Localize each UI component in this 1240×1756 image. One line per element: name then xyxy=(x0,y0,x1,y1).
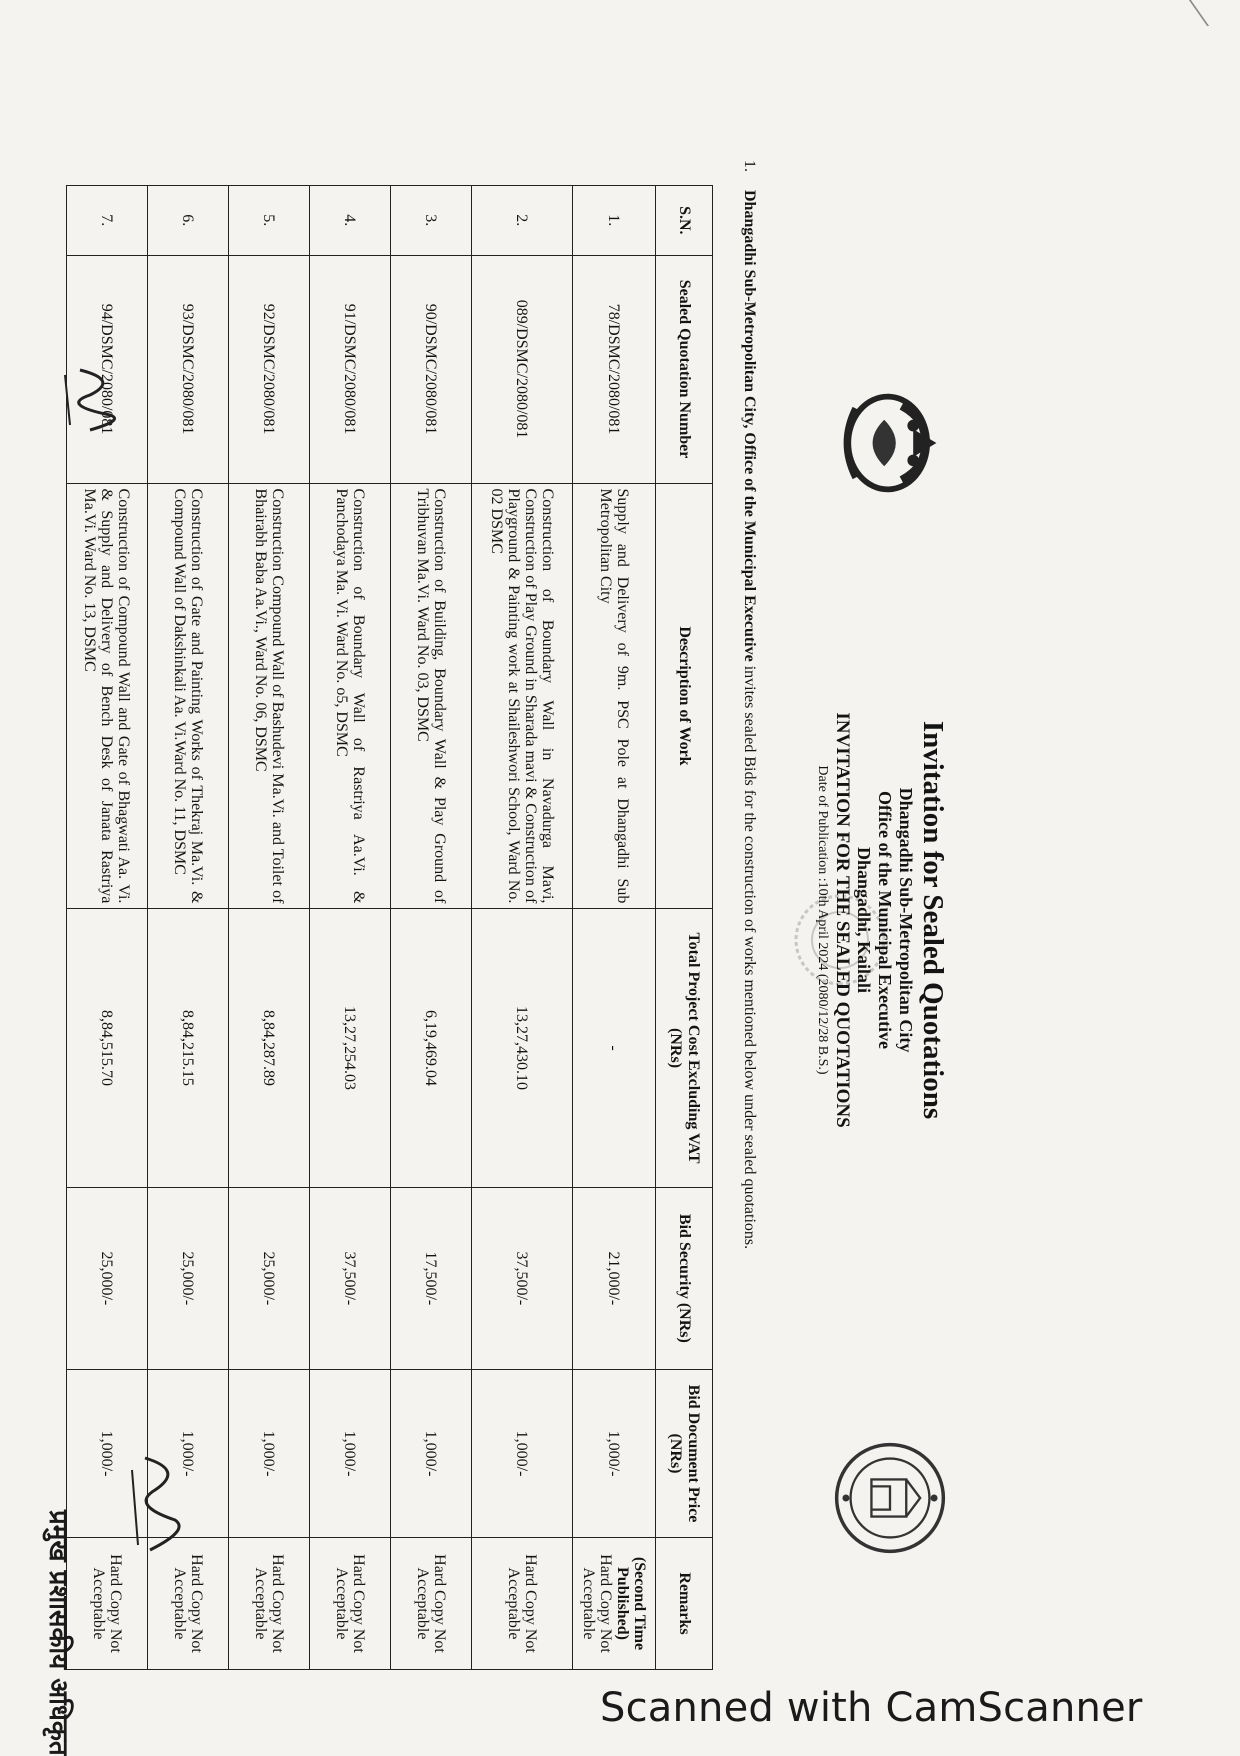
cell-project-cost: 8,84,515.70 xyxy=(67,909,148,1187)
cell-sn: 5. xyxy=(229,186,310,256)
cell-document-price: 1,000/- xyxy=(573,1370,656,1538)
cell-remarks: Hard Copy Not Acceptable xyxy=(310,1538,391,1670)
header-line-location: Dhangadhi, Kailali xyxy=(854,846,874,994)
table-row xyxy=(573,186,656,1670)
cell-bid-security: 17,500/- xyxy=(391,1187,472,1369)
header-description: Description of Work xyxy=(656,483,713,909)
cell-quotation-number: 91/DSMC/2080/081 xyxy=(310,255,391,483)
cell-project-cost: 8,84,287.89 xyxy=(229,909,310,1187)
header-sn: S.N. xyxy=(656,186,713,256)
handwritten-signature-left xyxy=(50,360,130,440)
cell-remarks: Hard Copy Not Acceptable xyxy=(229,1538,310,1670)
table-row xyxy=(472,186,573,1670)
handwritten-signature-right xyxy=(120,1450,190,1560)
table-row xyxy=(148,186,229,1670)
cell-description: Construction of Gate and Painting Works of Thekraj Ma.Vi. & Compound Wall of Dakshinkali Aa. Vi.Ward No. 11, DSMC xyxy=(148,483,229,909)
cell-remarks: Hard Copy Not Acceptable xyxy=(472,1538,573,1670)
cell-description: Construction Compound Wall of Bashudevi Ma.Vi. and Toilet of Bhairabh Baba Aa.Vi., Ward No. 06, DSMC xyxy=(229,483,310,909)
header-quotation-number: Sealed Quotation Number xyxy=(656,255,713,483)
header-line-municipality: Dhangadhi Sub-Metropolitan City xyxy=(896,787,916,1053)
cell-sn: 7. xyxy=(67,186,148,256)
cell-quotation-number: 92/DSMC/2080/081 xyxy=(229,255,310,483)
cell-quotation-number: 78/DSMC/2080/081 xyxy=(573,255,656,483)
signatory-title: प्रमुख प्रशासकीय अधिकृत xyxy=(43,1510,73,1756)
cell-remarks: Hard Copy Not Acceptable xyxy=(148,1538,229,1670)
cell-document-price: 1,000/- xyxy=(148,1370,229,1538)
cell-description: Construction of Compound Wall and Gate of Bhagwati Aa. Vi. & Supply and Delivery of Bench Desk of Janata Rastriya Ma.Vi. Ward No. 13, DSMC xyxy=(67,483,148,909)
cell-project-cost: 8,84,215.15 xyxy=(148,909,229,1187)
cell-document-price: 1,000/- xyxy=(472,1370,573,1538)
camscanner-watermark: Scanned with CamScanner xyxy=(600,1685,1143,1731)
cell-sn: 1. xyxy=(573,186,656,256)
cell-quotation-number: 089/DSMC/2080/081 xyxy=(472,255,573,483)
header-document-price: Bid Document Price (NRs) xyxy=(656,1370,713,1538)
cell-bid-security: 25,000/- xyxy=(67,1187,148,1369)
intro-bold-text: Dhangadhi Sub-Metropolitan City, Office of the Municipal Executive xyxy=(741,190,758,662)
intro-text: invites sealed Bids for the construction of works mentioned below under sealed quotations. xyxy=(741,661,758,1250)
table-row xyxy=(310,186,391,1670)
cell-project-cost: 13,27,254.03 xyxy=(310,909,391,1187)
cell-document-price: 1,000/- xyxy=(391,1370,472,1538)
cell-bid-security: 25,000/- xyxy=(148,1187,229,1369)
cell-project-cost: 13,27,430.10 xyxy=(472,909,573,1187)
cell-document-price: 1,000/- xyxy=(310,1370,391,1538)
cell-remarks xyxy=(573,1538,656,1670)
intro-paragraph xyxy=(740,160,758,1670)
header-line-office: Office of the Municipal Executive xyxy=(875,791,895,1049)
cell-remarks: Hard Copy Not Acceptable xyxy=(391,1538,472,1670)
scan-edge-mark xyxy=(1129,0,1209,26)
table-row xyxy=(229,186,310,1670)
cell-bid-security: 21,000/- xyxy=(573,1187,656,1369)
cell-sn: 2. xyxy=(472,186,573,256)
cell-quotation-number: 93/DSMC/2080/081 xyxy=(148,255,229,483)
cell-description: Construction of Boundary Wall of Rastriya Aa.Vi. & Panchodaya Ma. Vi. Ward No. o5, DSMC xyxy=(310,483,391,909)
intro-number: 1. xyxy=(741,160,758,172)
document-header xyxy=(814,150,950,1690)
cell-description: Supply and Delivery of 9m. PSC Pole at Dhangadhi Sub Metropolitan City xyxy=(573,483,656,909)
cell-description: Construction of Building, Boundary Wall & Play Ground of Tribhuvan Ma.Vi. Ward No. 03, DSMC xyxy=(391,483,472,909)
table-row xyxy=(391,186,472,1670)
quotations-table xyxy=(66,185,713,1670)
cell-document-price: 1,000/- xyxy=(67,1370,148,1538)
cell-remarks: Hard Copy Not Acceptable xyxy=(67,1538,148,1670)
cell-sn: 6. xyxy=(148,186,229,256)
header-bid-security: Bid Security (NRs) xyxy=(656,1187,713,1369)
cell-bid-security: 37,500/- xyxy=(310,1187,391,1369)
header-project-cost: Total Project Cost Excluding VAT (NRs) xyxy=(656,909,713,1187)
cell-quotation-number: 94/DSMC/2080/081 xyxy=(67,255,148,483)
table-header-row xyxy=(656,186,713,1670)
remarks-text: Hard Copy Not Acceptable xyxy=(580,1554,614,1653)
cell-document-price: 1,000/- xyxy=(229,1370,310,1538)
cell-sn: 3. xyxy=(391,186,472,256)
notice-heading: INVITATION FOR THE SEALED QUOTATIONS xyxy=(832,712,853,1128)
cell-sn: 4. xyxy=(310,186,391,256)
cell-description: Construction of Boundary Wall in Navadurga Mavi, Construction of Play Ground in Sharada mavi & Construction of Playground & Painting work at Shaileshwori School, Ward No. 02 DSMC xyxy=(472,483,573,909)
publication-date: Date of Publication :10th April 2024 (2080/12/28 B.S.) xyxy=(815,765,830,1075)
cell-bid-security: 25,000/- xyxy=(229,1187,310,1369)
cell-bid-security: 37,500/- xyxy=(472,1187,573,1369)
cell-project-cost: - xyxy=(573,909,656,1187)
cell-quotation-number: 90/DSMC/2080/081 xyxy=(391,255,472,483)
document-title: Invitation for Sealed Quotations xyxy=(917,720,949,1120)
remarks-second-time: (Second Time Published) xyxy=(614,1556,648,1651)
header-remarks: Remarks xyxy=(656,1538,713,1670)
cell-project-cost: 6,19,469.04 xyxy=(391,909,472,1187)
